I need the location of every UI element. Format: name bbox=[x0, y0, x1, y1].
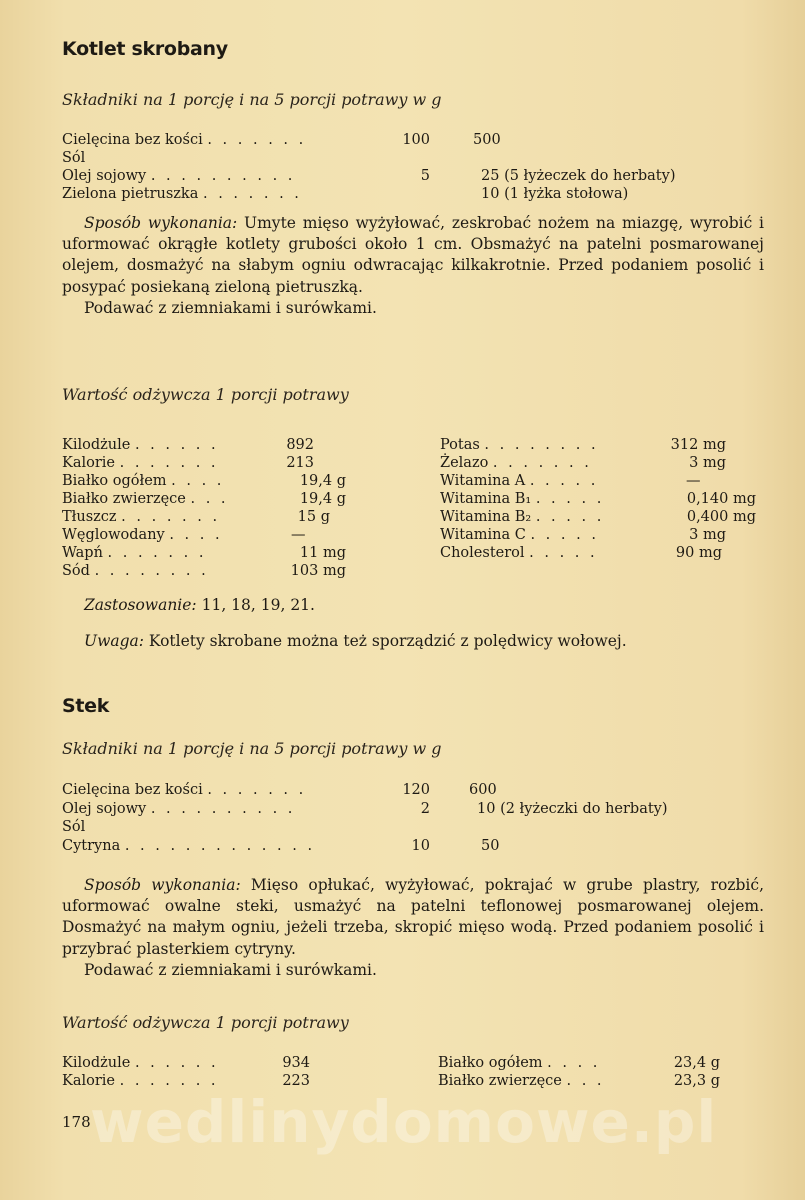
nutrient-name: Żelazo . . . . . . . bbox=[440, 455, 592, 471]
nutrition-heading: Wartość odżywcza 1 porcji potrawy bbox=[62, 1013, 349, 1032]
nutrient-name: Tłuszcz . . . . . . . bbox=[62, 509, 221, 525]
nutrient-value: 312 mg bbox=[670, 437, 726, 453]
method-paragraph: Sposób wykonania: Umyte mięso wyżyłować, zeskrobać nożem na miazgę, wyrobić i uformować okrągłe kotlety grubości około 1 cm. Obsmażyć na patelni posmarowanej olejem, dosmażyć na słabym ogniu odwracając kilkakrotnie. Przed podaniem posolić i posypać posiekaną zieloną pietruszką. Podawać z ziemniakami i surówkami. bbox=[62, 213, 764, 319]
nutrient-name: Węglowodany . . . . bbox=[62, 527, 223, 543]
ingredient-name: Cielęcina bez kości . . . . . . . bbox=[62, 782, 307, 798]
nutrient-value: 213 bbox=[286, 455, 314, 471]
serving-suggestion: Podawać z ziemniakami i surówkami. bbox=[84, 298, 377, 317]
ingredient-name: Cielęcina bez kości . . . . . . . bbox=[62, 132, 307, 148]
ingredient-amount-one: 5 bbox=[420, 168, 430, 184]
nutrient-value: — bbox=[291, 527, 306, 543]
nutrient-value: 3 mg bbox=[689, 527, 726, 543]
ingredient-name: Sól bbox=[62, 150, 86, 166]
ingredient-name: Cytryna . . . . . . . . . . . . . bbox=[62, 838, 316, 854]
nutrient-name: Kalorie . . . . . . . bbox=[62, 455, 219, 471]
nutrient-name: Białko ogółem . . . . bbox=[62, 473, 225, 489]
nutrient-name: Potas . . . . . . . . bbox=[440, 437, 599, 453]
nutrient-name: Białko zwierzęce . . . bbox=[438, 1073, 605, 1089]
nutrient-name: Witamina C . . . . . bbox=[440, 527, 599, 543]
nutrient-name: Witamina B₁ . . . . . bbox=[440, 491, 605, 507]
application-line: Zastosowanie: 11, 18, 19, 21. bbox=[84, 596, 315, 614]
ingredient-name: Olej sojowy . . . . . . . . . . bbox=[62, 168, 296, 184]
nutrient-value: 892 bbox=[286, 437, 314, 453]
nutrient-name: Białko ogółem . . . . bbox=[438, 1055, 601, 1071]
recipe-title: Kotlet skrobany bbox=[62, 38, 228, 60]
nutrient-value: 103 mg bbox=[290, 563, 346, 579]
nutrient-value: — bbox=[686, 473, 701, 489]
ingredient-name: Zielona pietruszka . . . . . . . bbox=[62, 186, 302, 202]
nutrient-name: Białko zwierzęce . . . bbox=[62, 491, 229, 507]
nutrient-name: Kilodżule . . . . . . bbox=[62, 437, 219, 453]
ingredient-amount-five: 10 (1 łyżka stołowa) bbox=[481, 186, 629, 202]
ingredient-name: Sól bbox=[62, 819, 86, 835]
serving-suggestion: Podawać z ziemniakami i surówkami. bbox=[84, 960, 377, 979]
ingredient-amount-five: 50 bbox=[481, 838, 500, 854]
nutrient-name: Sód . . . . . . . . bbox=[62, 563, 209, 579]
nutrition-heading: Wartość odżywcza 1 porcji potrawy bbox=[62, 385, 349, 404]
ingredient-amount-one: 10 bbox=[411, 838, 430, 854]
note-line: Uwaga: Kotlety skrobane można też sporządzić z polędwicy wołowej. bbox=[84, 632, 627, 650]
method-paragraph: Sposób wykonania: Mięso opłukać, wyżyłować, pokrajać w grube plastry, rozbić, uformować owalne steki, usmażyć na patelni teflonowej posmarowanej olejem. Dosmażyć na małym ogniu, jeżeli trzeba, skropić mięso wodą. Przed podaniem posolić i przybrać plasterkiem cytryny. Podawać z ziemniakami i surówkami. bbox=[62, 875, 764, 981]
nutrient-value: 19,4 g bbox=[299, 473, 346, 489]
ingredients-heading: Składniki na 1 porcję i na 5 porcji potrawy w g bbox=[62, 739, 442, 758]
nutrient-value: 3 mg bbox=[689, 455, 726, 471]
ingredients-heading: Składniki na 1 porcję i na 5 porcji potrawy w g bbox=[62, 90, 442, 109]
ingredient-amount-one: 120 bbox=[402, 782, 430, 798]
nutrient-name: Witamina A . . . . . bbox=[440, 473, 599, 489]
ingredient-amount-five: 25 (5 łyżeczek do herbaty) bbox=[481, 168, 676, 184]
nutrient-name: Cholesterol . . . . . bbox=[440, 545, 598, 561]
ingredient-amount-one: 100 bbox=[402, 132, 430, 148]
nutrient-value: 11 mg bbox=[299, 545, 346, 561]
ingredient-amount-five: 500 bbox=[473, 132, 501, 148]
nutrient-name: Kilodżule . . . . . . bbox=[62, 1055, 219, 1071]
nutrient-name: Kalorie . . . . . . . bbox=[62, 1073, 219, 1089]
ingredient-amount-five: 600 bbox=[469, 782, 497, 798]
nutrient-name: Witamina B₂ . . . . . bbox=[440, 509, 605, 525]
ingredient-amount-one: 2 bbox=[420, 801, 430, 817]
nutrient-name: Wapń . . . . . . . bbox=[62, 545, 207, 561]
nutrient-value: 90 mg bbox=[675, 545, 722, 561]
nutrient-value: 19,4 g bbox=[299, 491, 346, 507]
nutrient-value: 15 g bbox=[297, 509, 330, 525]
ingredient-amount-five: 10 (2 łyżeczki do herbaty) bbox=[477, 801, 668, 817]
page-number: 178 bbox=[62, 1113, 91, 1131]
recipe-title: Stek bbox=[62, 695, 110, 717]
ingredient-name: Olej sojowy . . . . . . . . . . bbox=[62, 801, 296, 817]
nutrient-value: 0,400 mg bbox=[686, 509, 756, 525]
nutrient-value: 23,3 g bbox=[673, 1073, 720, 1089]
watermark: wedlinydomowe.pl bbox=[90, 1088, 718, 1156]
nutrient-value: 934 bbox=[282, 1055, 310, 1071]
nutrient-value: 223 bbox=[282, 1073, 310, 1089]
nutrient-value: 23,4 g bbox=[673, 1055, 720, 1071]
nutrient-value: 0,140 mg bbox=[686, 491, 756, 507]
